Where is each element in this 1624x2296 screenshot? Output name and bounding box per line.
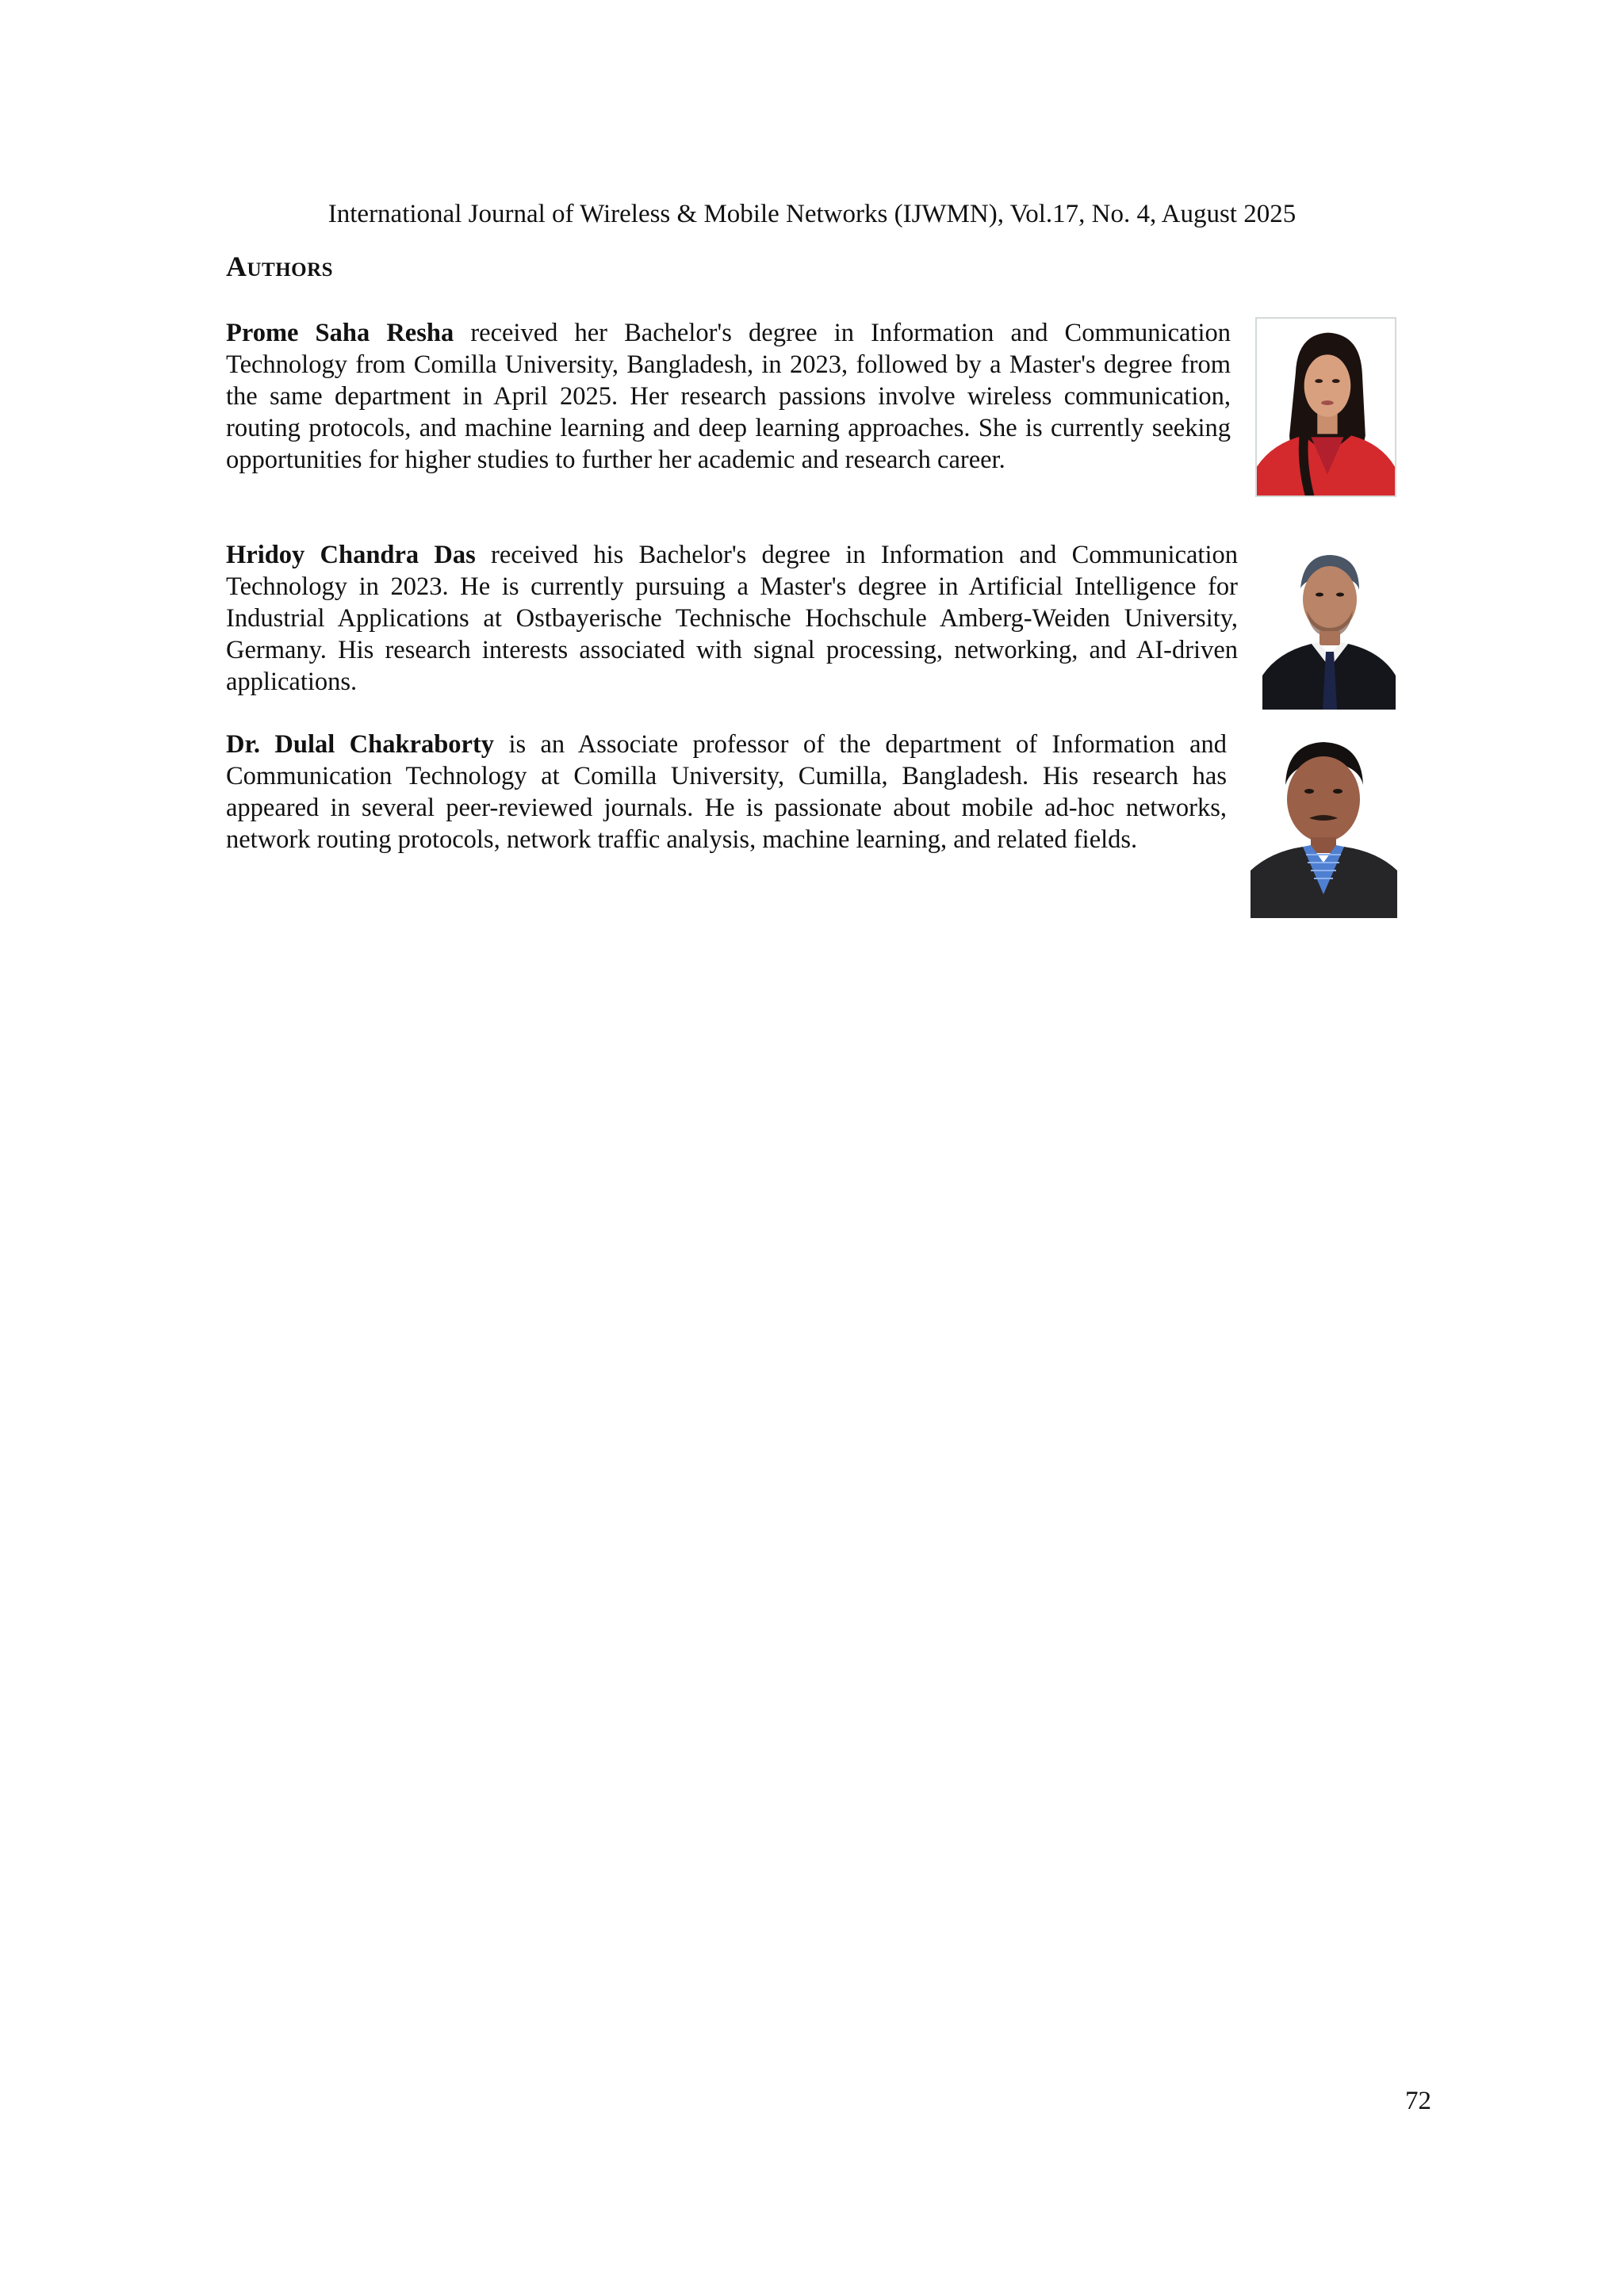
running-header: International Journal of Wireless & Mobile Networks (IJWMN), Vol.17, No. 4, August 2025 xyxy=(327,200,1297,228)
author-bio-text: received her Bachelor's degree in Information and Communication Technology from Comilla University, Bangladesh, in 2023, followed by a Master's degree from the same department in April 2025. Her research passions involve wireless communication, routing protocols, and machine learning and deep learning approaches. She is currently seeking opportunities for higher studies to further her academic and research career. xyxy=(226,319,1231,474)
author-bio-chakraborty xyxy=(226,729,1227,855)
author-photo-resha xyxy=(1255,317,1396,497)
portrait-photo-icon xyxy=(1262,549,1396,710)
author-name: Dr. Dulal Chakraborty xyxy=(226,730,495,759)
author-photo-chakraborty xyxy=(1251,736,1397,918)
author-bio-das xyxy=(226,539,1238,698)
page-number: 72 xyxy=(1405,2087,1431,2115)
section-title: Authors xyxy=(226,251,334,282)
portrait-photo-icon xyxy=(1257,319,1395,496)
portrait-photo-icon xyxy=(1251,736,1397,918)
author-bio-text: received his Bachelor's degree in Information and Communication Technology in 2023. He is currently pursuing a Master's degree in Artificial Intelligence for Industrial Applications at Ostbayerische Technische Hochschule Amberg-Weiden University, Germany. His research interests associated with signal processing, networking, and AI-driven applications. xyxy=(226,541,1238,696)
author-name: Hridoy Chandra Das xyxy=(226,541,476,569)
author-photo-das xyxy=(1262,549,1396,710)
author-bio-resha xyxy=(226,317,1231,476)
author-bio-text: is an Associate professor of the department of Information and Communication Technology at Comilla University, Cumilla, Bangladesh. His research has appeared in several peer-reviewed journals. He is passionate about mobile ad-hoc networks, network routing protocols, network traffic analysis, machine learning, and related fields. xyxy=(226,730,1227,854)
author-name: Prome Saha Resha xyxy=(226,319,454,347)
